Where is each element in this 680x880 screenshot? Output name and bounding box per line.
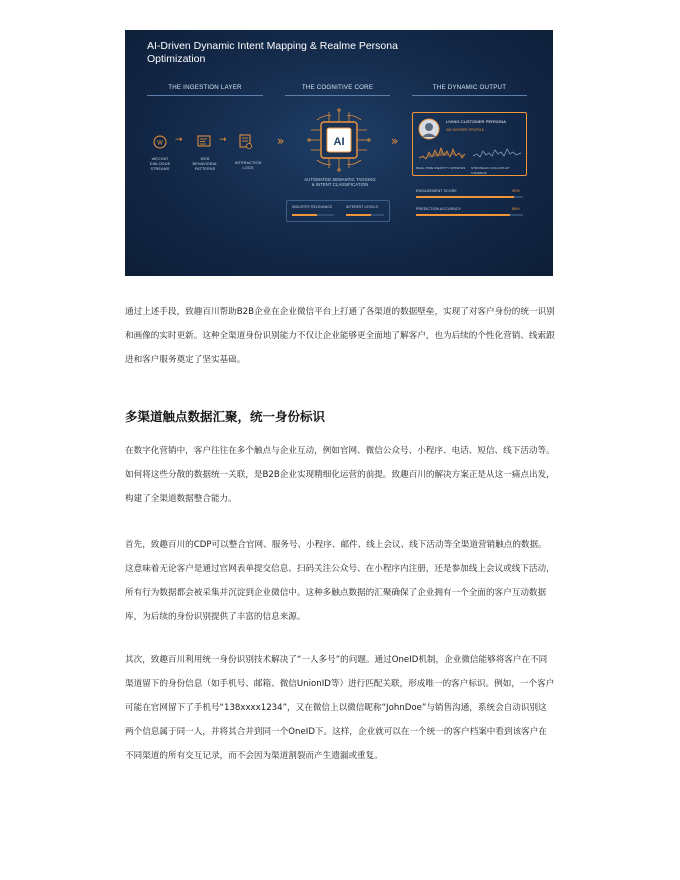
engagement-value: 92% <box>512 189 520 193</box>
label-line: BEHAVIORAL <box>192 162 218 166</box>
ai-chip-icon <box>307 108 371 172</box>
paragraph-2: 在数字化营销中，客户往往在多个触点与企业互动，例如官网、微信公众号、小程序、电话、短信、线下活动等。如何将这些分散的数据统一关联，是B2B企业实现精细化运营的前提。致趣百川的解决方案正是从这一痛点出发，构建了全渠道数据整合能力。 <box>125 446 555 504</box>
patterns-label <box>187 157 223 172</box>
industry-relevance-label: INDUSTRY RELEVANCE <box>292 205 333 209</box>
persona-subtitle: 360 DEGREE PROFILE <box>446 128 485 132</box>
cap-right: STRATEGIC FOLLOW-UP CADENCE <box>471 166 510 175</box>
ai-chip-text: AI <box>333 136 345 148</box>
label-line: PATTERNS <box>194 167 216 171</box>
accuracy-label: PREDICTION ACCURACY <box>416 207 462 211</box>
cognitive-core-header: THE COGNITIVE CORE <box>301 84 374 91</box>
infographic-title-line1: AI-Driven Dynamic Intent Mapping & Realme Persona <box>147 40 398 52</box>
hero-infographic <box>125 30 553 276</box>
avatar <box>418 118 440 140</box>
persona-card <box>412 112 527 176</box>
accuracy-fill <box>416 214 510 216</box>
chevron-double-right-icon: » <box>277 134 285 148</box>
caption-line: & INTENT CLASSIFICATION <box>311 182 369 187</box>
interest-levels-bar <box>346 214 384 216</box>
arrow-right-icon: → <box>175 135 183 145</box>
core-metrics-panel <box>286 200 390 222</box>
interest-levels-label: INTEREST LEVELS <box>346 205 378 209</box>
interest-levels-fill <box>346 214 371 216</box>
engagement-label: ENGAGEMENT SCORE <box>416 189 457 193</box>
section-heading: 多渠道触点数据汇聚，统一身份标识 <box>125 409 326 424</box>
paragraph-3: 首先，致趣百川的CDP可以整合官网、服务号、小程序、邮件、线上会议、线下活动等全渠道营销触点的数据。这意味着无论客户是通过官网表单提交信息、扫码关注公众号、在小程序内注册，还是参加线上会议或线下活动，所有行为数据都会被采集并沉淀到企业微信中。这种多触点数据的汇聚确保了企业拥有一个全面的客户互动数据库，为后续的身份识别提供了丰富的信息来源。 <box>125 540 555 622</box>
persona-title: LIVING CUSTOMER PERSONA <box>446 119 507 124</box>
core-divider <box>285 95 390 96</box>
signal-waveform <box>417 144 523 164</box>
paragraph-4: 其次，致趣百川利用统一身份识别技术解决了“一人多号”的问题。通过OneID机制，企业微信能够将客户在不同渠道留下的身份信息（如手机号、邮箱、微信UnionID等）进行匹配关联，形成唯一的客户标识。例如，一个客户可能在官网留下了手机号“138xxxx1234”，又在微信上以微信昵称“JohnDoe”与销售沟通，系统会自动识别这两个信息属于同一人，并将其合并到同一个OneID下。这样，企业就可以在一个统一的客户档案中看到该客户在不同渠道的所有交互记录，而不会因为渠道割裂而产生遗漏或重复。 <box>125 655 555 761</box>
wechat-icon <box>153 135 167 149</box>
engagement-fill <box>416 196 514 198</box>
label-line: LOGS <box>242 166 254 170</box>
wechat-label <box>143 157 177 172</box>
cap-left: REAL-TIME IDENTITY UPDATES <box>416 166 466 170</box>
infographic-title <box>147 40 447 65</box>
arrow-right-icon: → <box>219 135 227 145</box>
output-divider <box>412 95 527 96</box>
label-line: WECHAT <box>151 157 169 161</box>
log-icon <box>239 134 253 150</box>
svg-text:W: W <box>157 140 163 147</box>
behavior-icon <box>197 134 211 148</box>
dynamic-output-header: THE DYNAMIC OUTPUT <box>432 84 507 91</box>
engagement-bar <box>416 196 523 198</box>
caption-line: AUTOMATED SEMANTIC TAGGING <box>304 177 376 182</box>
infographic-title-line2: Optimization <box>147 52 206 65</box>
paragraph-1: 通过上述手段，致趣百川帮助B2B企业在企业微信平台上打通了各渠道的数据壁垒，实现了对客户身份的统一识别和画像的实时更新。这种全渠道身份识别能力不仅让企业能够更全面地了解客户，也为后续的个性化营销、线索跟进和客户服务奠定了坚实基础。 <box>125 307 555 365</box>
logs-label <box>229 161 267 171</box>
label-line: DIALOGUE <box>149 162 171 166</box>
label-line: WEB <box>200 157 210 161</box>
core-caption <box>290 177 390 187</box>
industry-relevance-fill <box>292 214 317 216</box>
accuracy-value: 88% <box>512 207 520 211</box>
chevron-double-right-icon: » <box>391 134 399 148</box>
industry-relevance-bar <box>292 214 334 216</box>
label-line: STREAMS <box>150 167 170 171</box>
ingestion-layer-header: THE INGESTION LAYER <box>168 84 242 91</box>
accuracy-bar <box>416 214 523 216</box>
ingestion-divider <box>147 95 263 96</box>
label-line: INTERACTION <box>234 161 262 165</box>
